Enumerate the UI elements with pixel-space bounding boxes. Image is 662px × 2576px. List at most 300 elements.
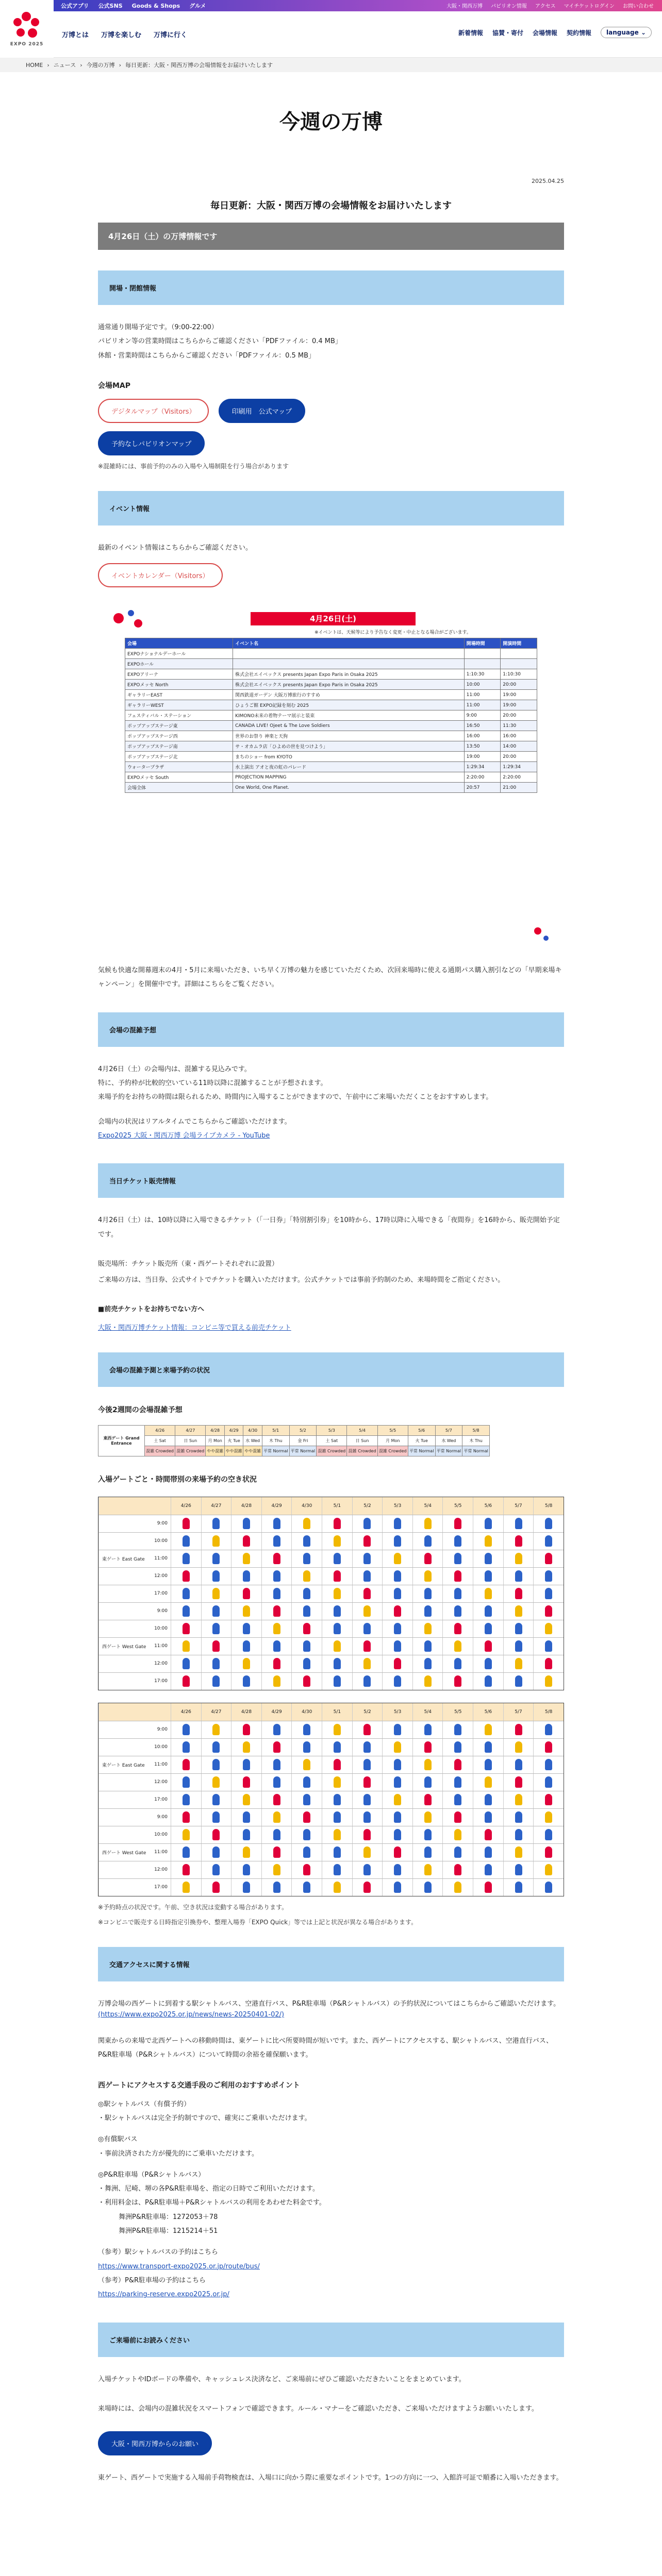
availability-cell	[322, 1826, 352, 1843]
access-bullet: ・利用料金は、P&R駐車場＋P&Rシャトルバスの利用をあわせた料金です。	[98, 2199, 326, 2207]
breadcrumb-home[interactable]: HOME	[26, 61, 43, 69]
breadcrumb-sep: ›	[119, 61, 122, 69]
event-cell-open: 16:50	[464, 721, 501, 731]
availability-cell	[503, 1791, 534, 1808]
event-row	[125, 721, 537, 731]
availability-cell	[503, 1620, 534, 1637]
event-cell-name: CANADA LIVE! Ojeet & The Love Soldiers	[233, 721, 465, 731]
print-map-button[interactable]: 印刷用 公式マップ	[219, 399, 305, 423]
language-select[interactable]: language ⌄	[601, 27, 652, 38]
weather-line: 4月26日（土）の会場内は、混雑する見込みです。	[98, 1065, 251, 1073]
forecast-day: 火 Tue	[408, 1435, 435, 1446]
person-icon	[363, 1864, 371, 1875]
forecast-day: 日 Sun	[347, 1435, 377, 1446]
forecast-day: 木 Thu	[262, 1435, 289, 1446]
event-calendar-button[interactable]: イベントカレンダー（Visitors）	[98, 563, 223, 587]
availability-cell	[231, 1620, 261, 1637]
time-label: 11:00	[154, 1850, 168, 1855]
person-icon	[454, 1864, 461, 1875]
event-cell-start	[501, 649, 537, 659]
availability-cell	[533, 1515, 564, 1532]
person-icon	[334, 1675, 341, 1687]
availability-cell	[352, 1844, 383, 1861]
person-icon	[183, 1623, 190, 1634]
publish-date: 2025.04.25	[532, 178, 564, 184]
availability-cell	[291, 1620, 322, 1637]
hours-line: パビリオン等の営業時間はこちらからご確認ください「PDFファイル：0.4 MB」	[98, 337, 342, 346]
person-icon	[212, 1588, 220, 1599]
time-label: 9:00	[157, 1727, 168, 1733]
grid-date: 5/3	[382, 1703, 412, 1721]
availability-cell	[322, 1620, 352, 1637]
nav-enjoy[interactable]: 万博を楽しむ	[101, 31, 142, 39]
person-icon	[243, 1829, 250, 1840]
event-cell-open: 19:00	[464, 752, 501, 762]
grid-row	[98, 1550, 564, 1567]
utility-access[interactable]: アクセス	[535, 4, 556, 9]
person-icon	[243, 1675, 250, 1687]
availability-cell	[291, 1861, 322, 1878]
utility-link-app[interactable]: 公式アプリ	[61, 3, 89, 9]
availability-cell	[412, 1533, 443, 1550]
weather-line: 会場内の状況はリアルタイムでこちらからご確認いただけます。	[98, 1117, 291, 1126]
notice-para3: 東ゲート、西ゲートで実施する入場前手荷物検査は、入場口に向かう際に重要なポイントです。1つの方向に一つ、入館許可証で順番に入場いただきます。	[98, 2474, 563, 2482]
person-icon	[334, 1882, 341, 1893]
time-label: 11:00	[154, 1556, 168, 1562]
availability-cell	[412, 1638, 443, 1655]
person-icon	[545, 1570, 552, 1582]
time-label: 12:00	[154, 1573, 168, 1579]
event-cell-open: 11:00	[464, 690, 501, 700]
person-icon	[363, 1759, 371, 1770]
event-cell-start: 16:00	[501, 731, 537, 741]
availability-cell	[231, 1861, 261, 1878]
person-icon	[394, 1724, 401, 1735]
person-icon	[273, 1535, 280, 1547]
availability-cell	[503, 1861, 534, 1878]
person-icon	[454, 1640, 461, 1652]
person-icon	[424, 1794, 432, 1805]
person-icon	[334, 1864, 341, 1875]
person-icon	[334, 1794, 341, 1805]
person-icon	[424, 1759, 432, 1770]
event-cell-venue: EXPOメッセ South	[125, 772, 233, 783]
availability-cell	[261, 1655, 292, 1672]
person-icon	[334, 1553, 341, 1564]
person-icon	[363, 1553, 371, 1564]
nav-sponsor[interactable]: 協賛・寄付	[492, 29, 524, 37]
forecast-date: 4/28	[206, 1425, 225, 1435]
event-cell-start: 19:00	[501, 700, 537, 710]
utility-link-gourmet[interactable]: グルメ	[189, 3, 206, 9]
availability-cell	[171, 1568, 201, 1585]
availability-cell	[322, 1721, 352, 1738]
person-icon	[183, 1811, 190, 1823]
page-lead: 毎日更新：大阪・関西万博の会場情報をお届けいたします	[210, 200, 452, 211]
person-icon	[334, 1759, 341, 1770]
breadcrumb-sep: ›	[47, 61, 49, 69]
person-icon	[515, 1741, 522, 1753]
person-icon	[454, 1846, 461, 1858]
person-icon	[183, 1794, 190, 1805]
ticket-para1: 4月26日（土）は、10時以降に入場できるチケット（「一日券」「特別割引券」を10時から、17時以降に入場できる「夜間券」を16時から、販売開始予定です。	[98, 1216, 560, 1239]
grid-date: 5/2	[352, 1497, 383, 1515]
forecast-date: 4/30	[243, 1425, 262, 1435]
person-icon	[243, 1811, 250, 1823]
person-icon	[394, 1588, 401, 1599]
grid-date: 4/28	[231, 1703, 261, 1721]
person-icon	[212, 1623, 220, 1634]
congestion-sub1: 今後2週間の会場混雑予想	[98, 1405, 183, 1414]
person-icon	[334, 1658, 341, 1669]
availability-cell	[261, 1756, 292, 1773]
availability-cell	[201, 1515, 231, 1532]
availability-cell	[533, 1739, 564, 1756]
person-icon	[394, 1882, 401, 1893]
availability-cell	[322, 1791, 352, 1808]
event-row	[125, 772, 537, 783]
person-icon	[363, 1724, 371, 1735]
availability-cell	[231, 1585, 261, 1602]
person-icon	[183, 1553, 190, 1564]
person-icon	[515, 1864, 522, 1875]
availability-cell	[201, 1861, 231, 1878]
no-reservation-map-button[interactable]: 予約なしパビリオンマップ	[98, 431, 205, 455]
availability-cell	[533, 1826, 564, 1843]
event-cell-venue: EXPOホール	[125, 659, 233, 669]
person-icon	[424, 1811, 432, 1823]
person-icon	[485, 1640, 492, 1652]
person-icon	[545, 1864, 552, 1875]
person-icon	[424, 1882, 432, 1893]
congestion-note2: ※コンビニで販売する日時指定引換券や、整理入場券「EXPO Quick」等では上記と状況が異なる場合があります。	[98, 1918, 418, 1926]
person-icon	[515, 1829, 522, 1840]
availability-cell	[352, 1826, 383, 1843]
person-icon	[424, 1741, 432, 1753]
grid-row	[98, 1721, 564, 1738]
breadcrumb-weekly[interactable]: 今週の万博	[86, 62, 115, 69]
person-icon	[485, 1882, 492, 1893]
availability-cell	[412, 1673, 443, 1690]
availability-cell	[322, 1568, 352, 1585]
availability-cell	[412, 1879, 443, 1896]
event-cell-name: まちのショー from KYOTO	[233, 752, 465, 762]
person-icon	[485, 1776, 492, 1788]
forecast-level: やや混雑	[224, 1446, 243, 1456]
live-camera-link[interactable]: Expo2025 大阪・関西万博 会場ライブカメラ - YouTube	[98, 1131, 270, 1140]
availability-cell	[473, 1638, 503, 1655]
availability-cell	[261, 1739, 292, 1756]
availability-cell	[412, 1515, 443, 1532]
event-line: 最新のイベント情報はこちらからご確認ください。	[98, 544, 253, 552]
breadcrumb	[0, 58, 662, 72]
availability-cell	[201, 1721, 231, 1738]
grid-date: 4/30	[291, 1703, 322, 1721]
person-icon	[303, 1741, 310, 1753]
calendar-note: ※イベントは、天候等により予告なく変更・中止となる場合がございます。	[315, 630, 471, 636]
forecast-day: 土 Sat	[317, 1435, 347, 1446]
availability-cell	[231, 1774, 261, 1791]
grid-row	[98, 1773, 564, 1791]
availability-cell	[503, 1638, 534, 1655]
event-cell-open: 16:00	[464, 731, 501, 741]
weather-text	[98, 1062, 564, 1143]
ticket-para3: ご来場の方は、当日券、公式サイトでチケットを購入いただけます。公式チケットでは事前予約制のため、来場時間をご指定ください。	[98, 1276, 505, 1284]
grid-row	[98, 1756, 564, 1773]
person-icon	[394, 1570, 401, 1582]
ticket-para4: ■前売チケットをお持ちでない方へ	[98, 1306, 204, 1314]
availability-cell	[442, 1673, 473, 1690]
event-cell-venue: ウォータープラザ	[125, 762, 233, 772]
person-icon	[212, 1658, 220, 1669]
person-icon	[303, 1623, 310, 1634]
person-icon	[183, 1570, 190, 1582]
availability-cell	[171, 1844, 201, 1861]
availability-cell	[322, 1861, 352, 1878]
map-note: ※混雑時には、事前予約のみの入場や入場制限を行う場合があります	[98, 462, 289, 470]
utility-expo[interactable]: 大阪・関西万博	[446, 4, 483, 9]
person-icon	[212, 1776, 220, 1788]
availability-cell	[503, 1879, 534, 1896]
availability-cell	[442, 1533, 473, 1550]
person-icon	[273, 1675, 280, 1687]
availability-cell	[352, 1515, 383, 1532]
availability-cell	[382, 1809, 412, 1826]
person-icon	[515, 1640, 522, 1652]
availability-cell	[201, 1844, 231, 1861]
availability-cell	[171, 1603, 201, 1620]
availability-cell	[171, 1739, 201, 1756]
availability-cell	[503, 1774, 534, 1791]
event-cell-venue: ポップアップステージ南	[125, 741, 233, 752]
digital-map-button[interactable]: デジタルマップ（Visitors）	[98, 399, 209, 423]
availability-cell	[322, 1655, 352, 1672]
access-bullet: ・事前決済された方が優先的にご乗車いただけます。	[98, 2149, 258, 2158]
person-icon	[273, 1518, 280, 1529]
person-icon	[545, 1640, 552, 1652]
person-icon	[394, 1776, 401, 1788]
access-url1[interactable]: (https://www.expo2025.or.jp/news/news-20250401-02/)	[98, 2011, 285, 2019]
person-icon	[545, 1535, 552, 1547]
person-icon	[243, 1640, 250, 1652]
availability-cell	[382, 1515, 412, 1532]
availability-cell	[412, 1791, 443, 1808]
availability-cell	[412, 1861, 443, 1878]
nav-about[interactable]: 万博とは	[62, 31, 89, 39]
time-label: 11:00	[154, 1643, 168, 1649]
availability-cell	[171, 1879, 201, 1896]
forecast-day: 金 Fri	[289, 1435, 317, 1446]
availability-cell	[412, 1585, 443, 1602]
event-cell-open: 1:29:34	[464, 762, 501, 772]
availability-cell	[322, 1515, 352, 1532]
availability-cell	[412, 1603, 443, 1620]
availability-cell	[291, 1809, 322, 1826]
person-icon	[243, 1724, 250, 1735]
availability-cell	[231, 1791, 261, 1808]
availability-cell	[261, 1585, 292, 1602]
availability-cell	[291, 1826, 322, 1843]
person-icon	[273, 1776, 280, 1788]
availability-cell	[473, 1826, 503, 1843]
request-button[interactable]: 大阪・関西万博からのお願い	[98, 2431, 212, 2455]
grid-date: 5/1	[322, 1497, 352, 1515]
access-url3[interactable]: https://parking-reserve.expo2025.or.jp/	[98, 2291, 229, 2299]
availability-cell	[231, 1533, 261, 1550]
forecast-day: 月 Mon	[206, 1435, 225, 1446]
access-sub: 西ゲートにアクセスする交通手段のご利用のおすすめポイント	[98, 2081, 300, 2090]
availability-cell	[231, 1809, 261, 1826]
utility-ticket-login[interactable]: マイチケットログイン	[564, 4, 615, 9]
person-icon	[334, 1588, 341, 1599]
availability-cell	[352, 1739, 383, 1756]
availability-cell	[291, 1774, 322, 1791]
breadcrumb-news[interactable]: ニュース	[53, 62, 76, 69]
gate-name: 西ゲート West Gate	[102, 1644, 146, 1650]
time-label: 17:00	[154, 1679, 168, 1684]
access-phone: 舞洲P&R駐車場：1272053＋78	[119, 2213, 218, 2221]
availability-cell	[322, 1673, 352, 1690]
availability-cell	[412, 1620, 443, 1637]
event-cell-venue: ポップアップステージ北	[125, 752, 233, 762]
availability-cell	[291, 1550, 322, 1567]
congestion-note1: ※予約時点の状況です。午前、空き状況は変動する場合があります。	[98, 1903, 288, 1911]
access-url2[interactable]: https://www.transport-expo2025.or.jp/route/bus/	[98, 2262, 260, 2270]
event-cell-start: 21:00	[501, 783, 537, 793]
congestion-forecast-table	[98, 1425, 490, 1456]
person-icon	[334, 1605, 341, 1617]
availability-cell	[322, 1739, 352, 1756]
person-icon	[183, 1759, 190, 1770]
person-icon	[515, 1623, 522, 1634]
person-icon	[363, 1518, 371, 1529]
forecast-date: 5/3	[317, 1425, 347, 1435]
person-icon	[394, 1811, 401, 1823]
event-cell-name: ひょうご館 EXPO記録を刻む 2025	[233, 700, 465, 710]
grid-row	[98, 1655, 564, 1672]
weather-line: 特に、予約枠が比較的空いている11時以降に混雑することが予想されます。	[98, 1079, 327, 1088]
person-icon	[183, 1640, 190, 1652]
availability-cell	[382, 1844, 412, 1861]
access-phone: 舞洲P&R駐車場：1215214＋51	[119, 2227, 218, 2235]
event-cell-name	[233, 649, 465, 659]
person-icon	[454, 1794, 461, 1805]
forecast-level: 平常 Normal	[462, 1446, 490, 1456]
event-row	[125, 659, 537, 669]
person-icon	[454, 1829, 461, 1840]
gate-label: 東西ゲート Grand Entrance	[98, 1425, 145, 1456]
nav-news[interactable]: 新着情報	[458, 29, 483, 37]
event-cell-start: 20:00	[501, 710, 537, 721]
access-bullet: ◎有償駅バス	[98, 2136, 138, 2144]
notice-para2: 来場時には、会場内の混雑状況をスマートフォンで確認できます。ルール・マナーをご確認いただき、ご来場いただけますようお願いいたします。	[98, 2404, 538, 2413]
event-cell-name: サ・オカムラ店「ひよめの世を見つけよう」	[233, 741, 465, 752]
availability-cell	[322, 1585, 352, 1602]
weather-line: 来場予約をお持ちの時間は限られるため、時間内に入場することができますので、午前中にご来場いただくことをおすすめします。	[98, 1093, 493, 1101]
event-row	[125, 700, 537, 710]
person-icon	[334, 1724, 341, 1735]
section-notice-title: ご来場前にお読みください	[98, 2323, 564, 2357]
availability-cell	[382, 1774, 412, 1791]
event-cell-start: 2:20:00	[501, 772, 537, 783]
availability-cell	[473, 1791, 503, 1808]
availability-cell	[291, 1879, 322, 1896]
person-icon	[394, 1553, 401, 1564]
utility-pavilion[interactable]: パビリオン情報	[490, 4, 527, 9]
hours-text	[98, 320, 564, 363]
person-icon	[363, 1640, 371, 1652]
availability-cell	[382, 1791, 412, 1808]
availability-cell	[412, 1655, 443, 1672]
person-icon	[273, 1724, 280, 1735]
person-icon	[273, 1741, 280, 1753]
person-icon	[545, 1605, 552, 1617]
forecast-level: やや混雑	[206, 1446, 225, 1456]
person-icon	[334, 1570, 341, 1582]
utility-link-goods[interactable]: Goods & Shops	[131, 2, 180, 9]
availability-cell	[352, 1568, 383, 1585]
event-cell-start: 1:10:30	[501, 669, 537, 680]
person-icon	[303, 1829, 310, 1840]
utility-link-sns[interactable]: 公式SNS	[98, 3, 123, 9]
person-icon	[454, 1535, 461, 1547]
person-icon	[363, 1623, 371, 1634]
time-label: 9:00	[157, 1608, 168, 1614]
person-icon	[334, 1741, 341, 1753]
grid-date: 5/6	[473, 1703, 503, 1721]
grid-date: 4/29	[261, 1497, 292, 1515]
event-cell-open	[464, 659, 501, 669]
person-icon	[183, 1518, 190, 1529]
availability-cell	[171, 1809, 201, 1826]
person-icon	[545, 1518, 552, 1529]
availability-cell	[503, 1550, 534, 1567]
person-icon	[273, 1640, 280, 1652]
person-icon	[334, 1846, 341, 1858]
ticket-info-link[interactable]: 大阪・関西万博チケット情報：コンビニ等で買える前売チケット	[98, 1324, 291, 1332]
availability-cell	[201, 1739, 231, 1756]
availability-cell	[412, 1774, 443, 1791]
calendar-title: 4月26日(土)	[251, 612, 416, 625]
availability-cell	[171, 1638, 201, 1655]
expo-logo[interactable]	[0, 0, 54, 58]
availability-cell	[473, 1809, 503, 1826]
person-icon	[454, 1605, 461, 1617]
nav-visit[interactable]: 万博に行く	[154, 31, 188, 39]
hours-line: 通常通り開場予定です。（9:00-22:00）	[98, 324, 218, 331]
nav-contract[interactable]: 契約情報	[567, 29, 592, 37]
availability-cell	[201, 1655, 231, 1672]
availability-cell	[473, 1550, 503, 1567]
person-icon	[212, 1518, 220, 1529]
person-icon	[183, 1776, 190, 1788]
person-icon	[424, 1675, 432, 1687]
event-cell-open: 9:00	[464, 710, 501, 721]
person-icon	[243, 1864, 250, 1875]
utility-contact[interactable]: お問い合わせ	[623, 4, 654, 9]
availability-cell	[533, 1655, 564, 1672]
person-icon	[303, 1811, 310, 1823]
event-cell-name: 世界のお祭り 神楽と天狗	[233, 731, 465, 741]
availability-cell	[291, 1673, 322, 1690]
event-cell-start: 11:30	[501, 721, 537, 731]
availability-cell	[382, 1756, 412, 1773]
event-cell-open: 2:20:00	[464, 772, 501, 783]
event-row	[125, 669, 537, 680]
person-icon	[243, 1794, 250, 1805]
nav-venue[interactable]: 会場情報	[533, 29, 558, 37]
time-label: 10:00	[154, 1832, 168, 1838]
